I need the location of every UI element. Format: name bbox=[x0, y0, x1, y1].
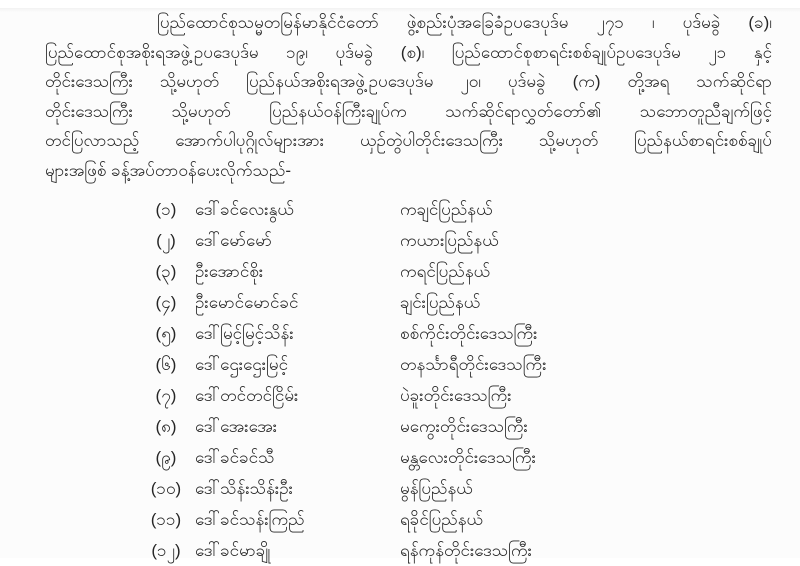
person-name: ဒေါ်ခင်ခင်သီ bbox=[195, 448, 275, 467]
paragraph-line: ပြည်ထောင်စုသမ္မတမြန်မာနိုင်ငံတော် ဖွဲ့စည်းပုံအခြေခံဥပဒေပုဒ်မ ၂၇၁ ၊ ပုဒ်မခွဲ (ခ)၊ bbox=[157, 13, 772, 32]
item-number: (၄) bbox=[155, 293, 177, 312]
person-name: ဒေါ်မော်မော် bbox=[195, 231, 272, 250]
appointee-list bbox=[0, 194, 800, 566]
region-name: ကရင်ပြည်နယ် bbox=[400, 262, 491, 281]
region-name: မန္တလေးတိုင်းဒေသကြီး bbox=[400, 448, 536, 467]
item-number: (၂) bbox=[156, 231, 176, 250]
region-name: ရခိုင်ပြည်နယ် bbox=[400, 510, 484, 529]
item-number: (၁) bbox=[155, 200, 177, 219]
item-number: (၉) bbox=[155, 448, 177, 467]
region-name: ကချင်ပြည်နယ် bbox=[400, 200, 493, 219]
region-name: မကွေးတိုင်းဒေသကြီး bbox=[400, 417, 528, 436]
list-item bbox=[0, 535, 800, 566]
region-name: ချင်းပြည်နယ် bbox=[400, 293, 481, 312]
list-item bbox=[0, 225, 800, 256]
person-name: ဒေါ်ဌေးဌေးမြင့် bbox=[195, 355, 289, 374]
person-name: ဒေါ်ခင်သန်းကြည် bbox=[195, 510, 305, 529]
item-number: (၁၂) bbox=[151, 541, 181, 560]
list-item bbox=[0, 318, 800, 349]
person-name: ဒေါ်မြင့်မြင့်သိန်း bbox=[195, 324, 294, 343]
paragraph-line: ပြည်ထောင်စုအစိုးရအဖွဲ့ဥပဒေပုဒ်မ ၁၉၊ ပုဒ်မခွဲ (စ)၊ ပြည်ထောင်စုစာရင်းစစ်ချုပ်ဥပဒေပုဒ်မ ၂၁ နှင့် bbox=[45, 42, 772, 62]
list-item bbox=[0, 256, 800, 287]
item-number: (၅) bbox=[155, 324, 177, 343]
item-number: (၆) bbox=[155, 355, 177, 374]
region-name: ကယားပြည်နယ် bbox=[400, 231, 499, 250]
list-item bbox=[0, 194, 800, 225]
paragraph-line: များအဖြစ် ခန့်အပ်တာဝန်ပေးလိုက်သည်- bbox=[45, 160, 292, 180]
list-item bbox=[0, 411, 800, 442]
list-item bbox=[0, 380, 800, 411]
item-number: (၃) bbox=[155, 262, 177, 281]
item-number: (၁၀) bbox=[150, 479, 182, 498]
list-item bbox=[0, 287, 800, 318]
paragraph-line: တိုင်းဒေသကြီး သို့မဟုတ် ပြည်နယ်ဝန်ကြီးချုပ်က သက်ဆိုင်ရာလွှတ်တော်၏ သဘောတူညီချက်ဖြင့် bbox=[45, 101, 772, 121]
person-name: ဒေါ်ခင်လေးနွယ် bbox=[195, 200, 294, 219]
appointment-order-paragraph bbox=[45, 8, 772, 185]
item-number: (၈) bbox=[155, 417, 177, 436]
person-name: ဒေါ်သိန်းသိန်းဦး bbox=[195, 479, 293, 498]
item-number: (၁၁) bbox=[150, 510, 182, 529]
paragraph-line: တိုင်းဒေသကြီး သို့မဟုတ် ပြည်နယ်အစိုးရအဖွဲ့ဥပဒေပုဒ်မ ၂၀၊ ပုဒ်မခွဲ (က) တို့အရ သက်ဆိုင်ရာ bbox=[45, 72, 772, 91]
person-name: ဒေါ်အေးအေး bbox=[195, 417, 278, 436]
item-number: (၇) bbox=[155, 386, 177, 405]
person-name: ဒေါ်ခင်မာချို bbox=[195, 541, 271, 560]
region-name: ရန်ကုန်တိုင်းဒေသကြီး bbox=[400, 541, 532, 560]
list-item bbox=[0, 349, 800, 380]
person-name: ဒေါ်တင်တင်ငြိမ်း bbox=[195, 386, 299, 405]
paragraph-line: တင်ပြလာသည့် အောက်ပါပုဂ္ဂိုလ်များအား ယှဉ်တွဲပါတိုင်းဒေသကြီး သို့မဟုတ် ပြည်နယ်စာရင်းစစ်ချုပ် bbox=[45, 131, 772, 150]
region-name: တနင်္သာရီတိုင်းဒေသကြီး bbox=[400, 355, 547, 374]
region-name: စစ်ကိုင်းတိုင်းဒေသကြီး bbox=[400, 324, 538, 343]
list-item bbox=[0, 504, 800, 535]
document-page bbox=[0, 8, 800, 558]
person-name: ဦးအောင်စိုး bbox=[195, 262, 264, 281]
person-name: ဦးမောင်မောင်ခင် bbox=[195, 293, 299, 312]
list-item bbox=[0, 473, 800, 504]
region-name: မွန်ပြည်နယ် bbox=[400, 479, 473, 498]
list-item bbox=[0, 442, 800, 473]
region-name: ပဲခူးတိုင်းဒေသကြီး bbox=[400, 386, 512, 405]
